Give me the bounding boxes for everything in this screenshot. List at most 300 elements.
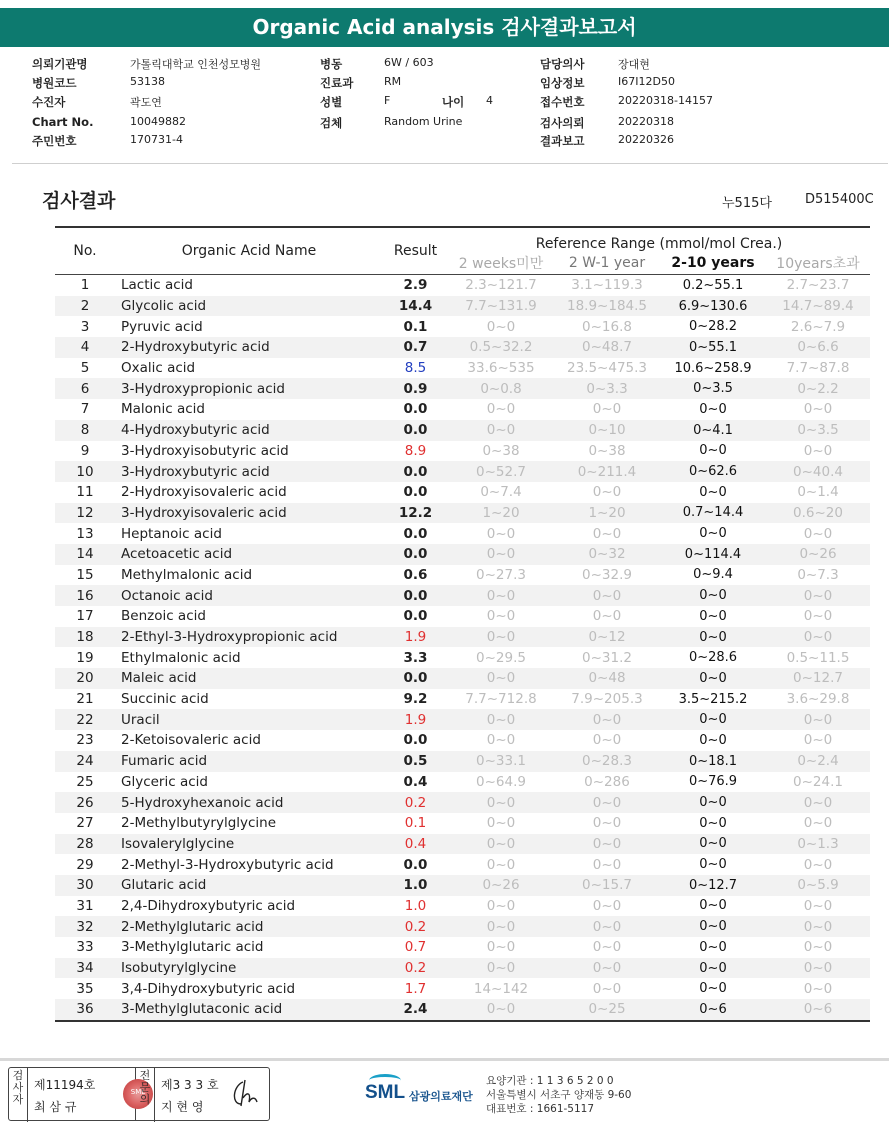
acid-name: Malonic acid: [121, 401, 205, 418]
age-label: 나이: [442, 95, 465, 109]
reference-range: 0~0: [448, 834, 554, 855]
result-value: 0.0: [383, 668, 448, 689]
examiner-label: [9, 1068, 28, 1122]
info-label: 주민번호: [32, 134, 77, 148]
row-number: 31: [76, 897, 94, 914]
info-value: 20220318: [618, 115, 674, 128]
col-age-group: 2 weeks미만: [448, 252, 554, 275]
reference-range: 0~0: [766, 958, 870, 979]
row-number: 1: [80, 277, 90, 294]
info-label: 수진자: [32, 95, 66, 109]
result-value: 3.3: [403, 649, 428, 666]
doctor-license: 제3 3 3 호: [161, 1078, 219, 1092]
result-value: 0.1: [404, 815, 427, 832]
row-number: 12: [55, 503, 115, 524]
result-value: 2.4: [383, 999, 448, 1021]
reference-range: 0~0: [592, 732, 622, 749]
row-number: 7: [80, 401, 90, 418]
result-value: 0.7: [404, 939, 427, 956]
logo-korean: 삼광의료재단: [409, 1090, 473, 1103]
reference-range: 0~0: [592, 525, 622, 542]
result-value: 14.4: [383, 296, 448, 317]
result-value: 0.0: [403, 856, 428, 873]
reference-range: 0~0: [592, 980, 622, 997]
row-number: 17: [76, 608, 94, 625]
acid-name: Isovalerylglycine: [115, 834, 383, 855]
row-number: 3: [80, 318, 90, 335]
reference-range: 7.9~205.3: [571, 691, 643, 708]
col-result: Result: [383, 227, 448, 275]
info-label: 성별: [320, 95, 343, 109]
row-number: 2: [55, 296, 115, 317]
reference-range: 6.9~130.6: [660, 296, 766, 317]
result-value: 0.0: [383, 544, 448, 565]
reference-range: 0~0: [660, 834, 766, 855]
test-code-korean: 누515다: [722, 196, 772, 211]
acid-name: Pyruvic acid: [121, 318, 203, 335]
table-row: [55, 668, 870, 689]
acid-name: Oxalic acid: [121, 360, 196, 377]
reference-range: 0.5~11.5: [786, 649, 850, 666]
acid-name: 2-Methyl-3-Hydroxybutyric acid: [121, 856, 334, 873]
acid-name: Benzoic acid: [121, 608, 206, 625]
result-value: 0.0: [383, 585, 448, 606]
reference-range: 0~12.7: [766, 668, 870, 689]
reference-range: 0~0: [448, 916, 554, 937]
acid-name: Methylmalonic acid: [121, 566, 253, 583]
reference-range: 0~29.5: [476, 649, 526, 666]
reference-range: 0~0: [766, 585, 870, 606]
acid-name: Octanoic acid: [115, 585, 383, 606]
acid-name: Uracil: [115, 709, 383, 730]
result-value: 9.2: [403, 691, 428, 708]
reference-range: 0~0: [554, 792, 660, 813]
acid-name: Heptanoic acid: [121, 525, 222, 542]
doctor-label: [136, 1068, 155, 1122]
reference-range: 0~2.4: [766, 751, 870, 772]
info-label: Chart No.: [32, 115, 94, 129]
divider: [12, 163, 888, 164]
row-number: 21: [76, 691, 94, 708]
reference-range: 0~6: [660, 999, 766, 1021]
reference-range: 0~0: [699, 981, 727, 997]
reference-range: 0~12.7: [660, 875, 766, 896]
info-label: 접수번호: [540, 95, 585, 109]
table-row: [55, 647, 870, 668]
result-value: 0.2: [383, 916, 448, 937]
table-row: [55, 937, 870, 958]
info-label: 진료과: [320, 76, 354, 90]
result-value: 12.2: [383, 503, 448, 524]
reference-range: 0.6~20: [766, 503, 870, 524]
reference-range: 0~0: [592, 815, 622, 832]
acid-name: Maleic acid: [115, 668, 383, 689]
info-value: 170731-4: [130, 133, 183, 146]
reference-range: 7.7~712.8: [465, 691, 537, 708]
table-row: [55, 461, 870, 482]
table-row: [55, 896, 870, 917]
reference-range: 0~38: [482, 442, 520, 459]
reference-range: 0~286: [584, 773, 630, 790]
reference-range: 0~0: [554, 585, 660, 606]
row-number: 15: [76, 566, 94, 583]
acid-name: 3,4-Dihydroxybutyric acid: [121, 980, 296, 997]
table-row: [55, 482, 870, 503]
row-number: 19: [76, 649, 94, 666]
row-number: 32: [55, 916, 115, 937]
info-value: 53138: [130, 75, 165, 88]
info-label: 결과보고: [540, 134, 585, 148]
reference-range: 0~0: [486, 939, 516, 956]
reference-range: 0~0: [486, 401, 516, 418]
acid-name: Ethylmalonic acid: [121, 649, 241, 666]
reference-range: 0~24.1: [793, 773, 843, 790]
reference-range: 0~0: [660, 792, 766, 813]
acid-name: 2-Ethyl-3-Hydroxypropionic acid: [115, 627, 383, 648]
reference-range: 0~0: [699, 815, 727, 831]
reference-range: 0~0: [486, 815, 516, 832]
table-row: [55, 916, 870, 937]
row-number: 25: [76, 773, 94, 790]
reference-range: 0~62.6: [660, 461, 766, 482]
row-number: 9: [80, 442, 90, 459]
col-no: No.: [55, 227, 115, 275]
reference-range: 0~28.6: [688, 650, 738, 666]
reference-range: 0~1.3: [766, 834, 870, 855]
reference-range: 2.6~7.9: [790, 318, 846, 335]
acid-name: 3-Methylglutaric acid: [121, 939, 264, 956]
reference-range: 0~28.2: [688, 319, 738, 335]
reference-range: 33.6~535: [467, 360, 535, 377]
signature-box: [8, 1067, 270, 1121]
result-value: 0.7: [383, 337, 448, 358]
reference-range: 7.7~131.9: [448, 296, 554, 317]
acid-name: 5-Hydroxyhexanoic acid: [115, 792, 383, 813]
logo-text: SML: [365, 1082, 406, 1103]
reference-range: 0.5~32.2: [448, 337, 554, 358]
info-label: 검체: [320, 116, 343, 130]
reference-range: 0~52.7: [448, 461, 554, 482]
reference-range: 0~0: [486, 608, 516, 625]
reference-range: 0~0: [699, 443, 727, 459]
row-number: 8: [55, 420, 115, 441]
result-value: 0.6: [403, 566, 428, 583]
result-value: 0.2: [383, 792, 448, 813]
reference-range: 0~4.1: [660, 420, 766, 441]
reference-range: 3.1~119.3: [571, 277, 643, 294]
table-row: [55, 337, 870, 358]
reference-range: 0~0: [660, 668, 766, 689]
reference-range: 14~142: [473, 980, 529, 997]
result-value: 0.4: [383, 834, 448, 855]
acid-name: Fumaric acid: [115, 751, 383, 772]
reference-range: 0~211.4: [554, 461, 660, 482]
col-name: Organic Acid Name: [115, 227, 383, 275]
reference-range: 0~40.4: [766, 461, 870, 482]
result-value: 8.9: [404, 442, 427, 459]
acid-name: 2-Hydroxyisovaleric acid: [121, 484, 287, 501]
table-row: [55, 813, 870, 834]
reference-range: 0~0: [766, 916, 870, 937]
result-value: 1.9: [383, 627, 448, 648]
table-row: [55, 358, 870, 379]
reference-range: 0~0: [486, 732, 516, 749]
reference-range: 0~32: [554, 544, 660, 565]
result-value: 1.9: [383, 709, 448, 730]
info-value: 20220326: [618, 133, 674, 146]
info-value: RM: [384, 75, 402, 88]
reference-range: 0~16.8: [582, 318, 632, 335]
col-reference: Reference Range (mmol/mol Crea.): [448, 227, 870, 252]
reference-range: 0~7.4: [480, 484, 522, 501]
reference-range: 0~6: [766, 999, 870, 1021]
row-number: 5: [80, 360, 90, 377]
reference-range: 0.2~55.1: [682, 277, 744, 293]
info-label: 의뢰기관명: [32, 57, 88, 71]
reference-range: 0~0: [660, 958, 766, 979]
reference-range: 2.3~121.7: [465, 277, 537, 294]
reference-range: 0~0: [660, 916, 766, 937]
reference-range: 0~0: [699, 484, 727, 500]
reference-range: 0~12: [554, 627, 660, 648]
table-row: [55, 296, 870, 317]
reference-range: 0~10: [554, 420, 660, 441]
result-value: 0.0: [403, 525, 428, 542]
acid-name: 2-Methylglutaric acid: [115, 916, 383, 937]
reference-range: 0~0: [448, 585, 554, 606]
result-value: 0.0: [403, 608, 428, 625]
reference-range: 0~0: [660, 585, 766, 606]
reference-range: 3.6~29.8: [786, 691, 850, 708]
info-value: 10049882: [130, 115, 186, 128]
reference-range: 0.7~14.4: [660, 503, 766, 524]
table-row: [55, 772, 870, 793]
reference-range: 0~0: [448, 958, 554, 979]
table-row: [55, 275, 870, 296]
table-row: [55, 523, 870, 544]
table-row: [55, 503, 870, 524]
reference-range: 0~7.3: [797, 566, 839, 583]
doctor-label-text: 전문의: [139, 1069, 151, 1106]
result-value: 0.0: [383, 461, 448, 482]
reference-range: 0~0: [803, 939, 833, 956]
reference-range: 2.7~23.7: [786, 277, 850, 294]
reference-range: 0~38: [588, 442, 626, 459]
reference-range: 0~0: [486, 897, 516, 914]
table-row: [55, 565, 870, 586]
table-row: [55, 606, 870, 627]
info-label: 임상정보: [540, 76, 585, 90]
examiner-license: 제11194호: [34, 1078, 96, 1092]
reference-range: 0~2.2: [766, 378, 870, 399]
reference-range: 0~33.1: [448, 751, 554, 772]
result-value: 1.7: [404, 980, 427, 997]
reference-range: 18.9~184.5: [554, 296, 660, 317]
row-number: 20: [55, 668, 115, 689]
reference-range: 0~76.9: [688, 774, 738, 790]
acid-name: 2-Hydroxybutyric acid: [115, 337, 383, 358]
acid-name: Isobutyrylglycine: [115, 958, 383, 979]
table-row: [55, 999, 870, 1021]
reference-range: 0~0: [699, 401, 727, 417]
row-number: 27: [76, 815, 94, 832]
info-label: 병동: [320, 57, 343, 71]
reference-range: 0~64.9: [476, 773, 526, 790]
result-value: 0.4: [403, 773, 428, 790]
institution-line: 대표번호 : 1661-5117: [486, 1103, 595, 1115]
reference-range: 0~0: [803, 442, 833, 459]
table-row: [55, 316, 870, 337]
acid-name: 3-Hydroxyisovaleric acid: [115, 503, 383, 524]
info-label: 병원코드: [32, 76, 77, 90]
reference-range: 0~0: [448, 709, 554, 730]
reference-range: 0~3.5: [766, 420, 870, 441]
test-code: D515400C: [805, 192, 874, 207]
reference-range: 0~0: [803, 897, 833, 914]
reference-range: 0~0: [448, 627, 554, 648]
info-value: F: [384, 94, 391, 107]
table-row: [55, 420, 870, 441]
table-row: [55, 730, 870, 751]
info-label: 검사의뢰: [540, 116, 585, 130]
row-number: 33: [76, 939, 94, 956]
row-number: 6: [55, 378, 115, 399]
institution-info: [486, 1074, 631, 1116]
reference-range: 0~6.6: [766, 337, 870, 358]
reference-range: 7.7~87.8: [786, 360, 850, 377]
reference-range: 0~0: [803, 608, 833, 625]
institution-line: 요양기관 : 1 1 3 6 5 2 0 0: [486, 1075, 614, 1087]
reference-range: 0~0: [766, 709, 870, 730]
result-value: 0.1: [403, 318, 428, 335]
row-number: 14: [55, 544, 115, 565]
report-title: Organic Acid analysis 검사결과보고서: [0, 8, 889, 47]
reference-range: 1~20: [554, 503, 660, 524]
reference-range: 0~25: [554, 999, 660, 1021]
col-age-group: 2 W-1 year: [554, 252, 660, 275]
reference-range: 0~31.2: [582, 649, 632, 666]
reference-range: 0~26: [766, 544, 870, 565]
reference-range: 0~0: [592, 939, 622, 956]
table-row: [55, 958, 870, 979]
reference-range: 0~0: [554, 958, 660, 979]
reference-range: 0~0: [448, 544, 554, 565]
reference-range: 0~0.8: [448, 378, 554, 399]
reference-range: 0~0: [486, 525, 516, 542]
table-row: [55, 689, 870, 710]
table-row: [55, 792, 870, 813]
reference-range: 0~0: [766, 792, 870, 813]
reference-range: 0~0: [592, 401, 622, 418]
row-number: 13: [76, 525, 94, 542]
reference-range: 0~0: [554, 834, 660, 855]
result-value: 0.0: [383, 420, 448, 441]
result-value: 8.5: [404, 360, 427, 377]
result-value: 2.9: [403, 277, 428, 294]
acid-name: Glycolic acid: [115, 296, 383, 317]
reference-range: 0~18.1: [660, 751, 766, 772]
acid-name: Lactic acid: [121, 277, 193, 294]
reference-range: 0~0: [660, 709, 766, 730]
result-value: 0.0: [403, 732, 428, 749]
row-number: 22: [55, 709, 115, 730]
result-value: 1.0: [383, 875, 448, 896]
reference-range: 23.5~475.3: [566, 360, 648, 377]
acid-name: Glyceric acid: [121, 773, 208, 790]
table-row: [55, 875, 870, 896]
reference-range: 14.7~89.4: [766, 296, 870, 317]
result-value: 0.0: [403, 484, 428, 501]
acid-name: 3-Methylglutaconic acid: [115, 999, 383, 1021]
reference-range: 0~0: [592, 856, 622, 873]
reference-range: 0~0: [554, 709, 660, 730]
seal-text: SML: [130, 1088, 146, 1096]
result-value: 0.0: [403, 401, 428, 418]
doctor-name: 지 현 영: [161, 1100, 204, 1114]
row-number: 4: [55, 337, 115, 358]
reference-range: 0~0: [592, 608, 622, 625]
examiner-label-text: 검사자: [12, 1069, 24, 1106]
examiner-name: 최 삼 규: [34, 1100, 77, 1114]
reference-range: 0~0: [592, 484, 622, 501]
row-number: 18: [55, 627, 115, 648]
reference-range: 0~0: [803, 732, 833, 749]
signature-icon: [227, 1076, 265, 1112]
reference-range: 0~27.3: [476, 566, 526, 583]
table-row: [55, 627, 870, 648]
acid-name: 2-Methylbutyrylglycine: [121, 815, 277, 832]
reference-range: 0~3.5: [660, 378, 766, 399]
reference-range: 1~20: [448, 503, 554, 524]
age-value: 4: [486, 94, 493, 107]
info-value: 6W / 603: [384, 56, 434, 69]
reference-range: 0~114.4: [660, 544, 766, 565]
info-value: 곽도연: [130, 96, 162, 109]
table-row: [55, 854, 870, 875]
reference-range: 0~3.3: [554, 378, 660, 399]
reference-range: 0~28.3: [554, 751, 660, 772]
reference-range: 0~5.9: [766, 875, 870, 896]
reference-range: 0~0: [554, 916, 660, 937]
table-row: [55, 399, 870, 420]
row-number: 16: [55, 585, 115, 606]
row-number: 28: [55, 834, 115, 855]
footer-divider: [0, 1058, 889, 1061]
reference-range: 0~15.7: [554, 875, 660, 896]
reference-range: 0~0: [660, 627, 766, 648]
results-table: [55, 226, 870, 1022]
table-row: [55, 978, 870, 999]
info-value: 장대현: [618, 58, 650, 71]
reference-range: 0~0: [486, 856, 516, 873]
row-number: 36: [55, 999, 115, 1021]
reference-range: 10.6~258.9: [674, 360, 752, 376]
acid-name: 2,4-Dihydroxybutyric acid: [121, 897, 296, 914]
acid-name: 2-Ketoisovaleric acid: [121, 732, 261, 749]
reference-range: 3.5~215.2: [678, 691, 748, 707]
table-row: [55, 709, 870, 730]
reference-range: 0~0: [448, 668, 554, 689]
acid-name: 3-Hydroxybutyric acid: [115, 461, 383, 482]
row-number: 34: [55, 958, 115, 979]
table-row: [55, 378, 870, 399]
reference-range: 0~48.7: [554, 337, 660, 358]
row-number: 24: [55, 751, 115, 772]
reference-range: 0~0: [803, 980, 833, 997]
reference-range: 0~0: [448, 999, 554, 1021]
acid-name: Glutaric acid: [115, 875, 383, 896]
table-row: [55, 585, 870, 606]
